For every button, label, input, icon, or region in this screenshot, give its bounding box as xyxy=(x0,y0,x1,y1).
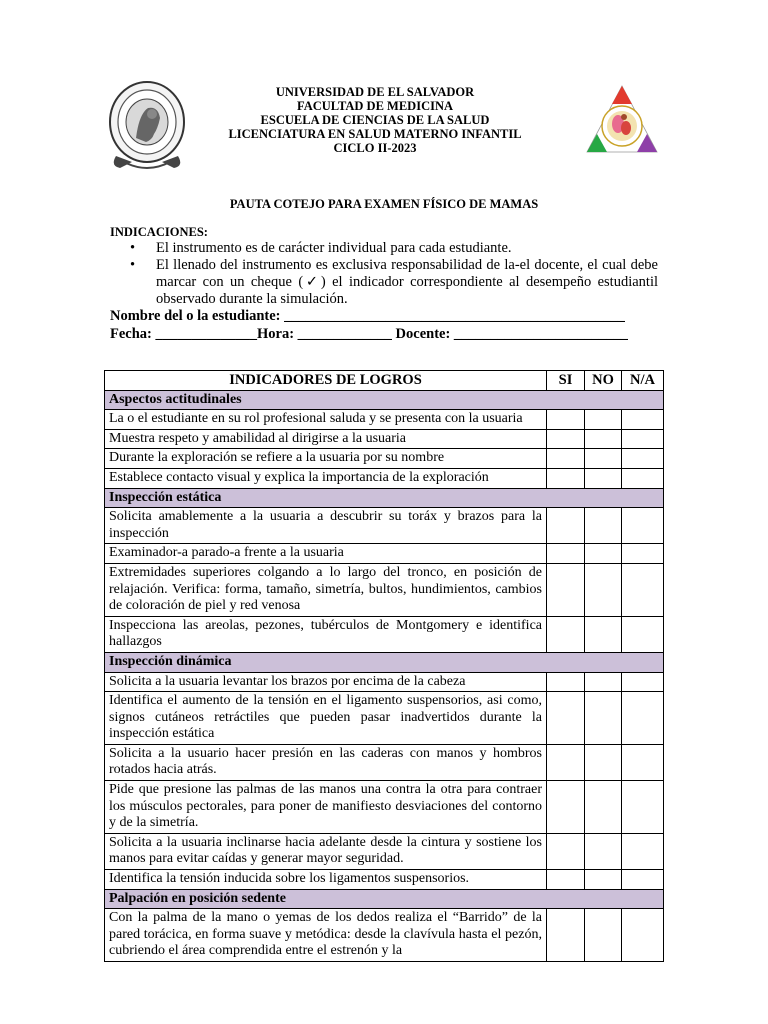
check-cell-na[interactable] xyxy=(622,449,664,469)
indicator-text: Solicita a la usuaria levantar los brazos por encima de la cabeza xyxy=(105,672,547,692)
check-cell-no[interactable] xyxy=(585,449,622,469)
indicator-text: Solicita a la usuaria inclinarse hacia adelante desde la cintura y sostiene los manos para evitar caídas y generar mayor seguridad. xyxy=(105,833,547,869)
header-indicators: INDICADORES DE LOGROS xyxy=(105,371,547,391)
checklist-table xyxy=(104,370,664,962)
table-row xyxy=(105,544,664,564)
table-row xyxy=(105,429,664,449)
section-title: Inspección estática xyxy=(105,488,664,508)
check-cell-na[interactable] xyxy=(622,833,664,869)
check-cell-na[interactable] xyxy=(622,468,664,488)
header-na: N/A xyxy=(622,371,664,391)
header-si: SI xyxy=(547,371,585,391)
check-cell-si[interactable] xyxy=(547,833,585,869)
table-row xyxy=(105,616,664,652)
instructions-label: INDICACIONES: xyxy=(110,225,208,239)
check-cell-no[interactable] xyxy=(585,429,622,449)
indicator-text: Muestra respeto y amabilidad al dirigirse a la usuaria xyxy=(105,429,547,449)
table-row xyxy=(105,563,664,616)
check-cell-no[interactable] xyxy=(585,410,622,430)
indicator-text: Con la palma de la mano o yemas de los dedos realiza el “Barrido” de la pared torácica, en forma suave y metódica: desde la clavívula hasta el pezón, cubriendo el área comprendida entre el estrenón y la xyxy=(105,909,547,962)
check-cell-na[interactable] xyxy=(622,781,664,834)
section-title: Aspectos actitudinales xyxy=(105,390,664,410)
check-cell-si[interactable] xyxy=(547,744,585,780)
section-row xyxy=(105,390,664,410)
check-cell-si[interactable] xyxy=(547,544,585,564)
check-cell-no[interactable] xyxy=(585,563,622,616)
table-row xyxy=(105,692,664,745)
table-row xyxy=(105,468,664,488)
header-no: NO xyxy=(585,371,622,391)
indicator-text: Establece contacto visual y explica la importancia de la exploración xyxy=(105,468,547,488)
check-cell-na[interactable] xyxy=(622,410,664,430)
student-name-field[interactable]: Nombre del o la estudiante: _______________________________________________ xyxy=(110,308,625,324)
table-row xyxy=(105,781,664,834)
table-row xyxy=(105,410,664,430)
table-row xyxy=(105,672,664,692)
check-cell-na[interactable] xyxy=(622,744,664,780)
check-cell-na[interactable] xyxy=(622,429,664,449)
instruction-item: • El instrumento es de carácter individual para cada estudiante. xyxy=(130,240,512,256)
faculty-name: FACULTAD DE MEDICINA xyxy=(296,99,454,113)
indicator-text: La o el estudiante en su rol profesional saluda y se presenta con la usuaria xyxy=(105,410,547,430)
instructions-list xyxy=(110,240,658,308)
indicator-text: Examinador-a parado-a frente a la usuaria xyxy=(105,544,547,564)
check-cell-na[interactable] xyxy=(622,692,664,745)
indicator-text: Durante la exploración se refiere a la usuaria por su nombre xyxy=(105,449,547,469)
check-cell-si[interactable] xyxy=(547,563,585,616)
check-cell-na[interactable] xyxy=(622,616,664,652)
check-cell-si[interactable] xyxy=(547,781,585,834)
indicator-text: Solicita a la usuario hacer presión en las caderas con manos y hombros rotados hacia atrás. xyxy=(105,744,547,780)
check-cell-si[interactable] xyxy=(547,449,585,469)
table-row xyxy=(105,449,664,469)
indicator-text: Identifica la tensión inducida sobre los ligamentos suspensorios. xyxy=(105,870,547,890)
table-row xyxy=(105,508,664,544)
check-cell-no[interactable] xyxy=(585,870,622,890)
check-cell-si[interactable] xyxy=(547,429,585,449)
check-cell-na[interactable] xyxy=(622,672,664,692)
cycle-label: CICLO II-2023 xyxy=(333,141,417,155)
check-cell-si[interactable] xyxy=(547,692,585,745)
check-cell-na[interactable] xyxy=(622,508,664,544)
form-title: PAUTA COTEJO PARA EXAMEN FÍSICO DE MAMAS xyxy=(229,197,539,211)
date-time-teacher-field[interactable]: Fecha: ______________Hora: _____________ Docente: ________________________ xyxy=(110,326,628,342)
check-cell-no[interactable] xyxy=(585,833,622,869)
check-cell-na[interactable] xyxy=(622,870,664,890)
university-name: UNIVERSIDAD DE EL SALVADOR xyxy=(275,85,475,99)
section-row xyxy=(105,652,664,672)
section-title: Palpación en posición sedente xyxy=(105,889,664,909)
check-cell-si[interactable] xyxy=(547,410,585,430)
indicator-text: Inspecciona las areolas, pezones, tubérculos de Montgomery e identifica hallazgos xyxy=(105,616,547,652)
check-cell-si[interactable] xyxy=(547,508,585,544)
check-cell-si[interactable] xyxy=(547,468,585,488)
table-row xyxy=(105,909,664,962)
check-cell-si[interactable] xyxy=(547,870,585,890)
check-cell-no[interactable] xyxy=(585,616,622,652)
indicator-text: Pide que presione las palmas de las manos una contra la otra para contraer los músculos pectorales, para poner de manifiesto desviaciones del contorno y de la simetría. xyxy=(105,781,547,834)
indicator-text: Identifica el aumento de la tensión en el ligamento suspensorios, asi como, signos cutáneos retráctiles que pueden pasar inadvertidos durante la inspección estática xyxy=(105,692,547,745)
check-cell-si[interactable] xyxy=(547,909,585,962)
check-cell-na[interactable] xyxy=(622,909,664,962)
school-name: ESCUELA DE CIENCIAS DE LA SALUD xyxy=(260,113,490,127)
table-row xyxy=(105,870,664,890)
check-cell-no[interactable] xyxy=(585,544,622,564)
indicator-text: Solicita amablemente a la usuaria a descubrir su toráx y brazos para la inspección xyxy=(105,508,547,544)
check-cell-si[interactable] xyxy=(547,672,585,692)
section-row xyxy=(105,889,664,909)
check-cell-no[interactable] xyxy=(585,744,622,780)
check-cell-na[interactable] xyxy=(622,563,664,616)
triangle-emblem-icon xyxy=(585,84,659,156)
check-cell-no[interactable] xyxy=(585,468,622,488)
university-seal-icon xyxy=(106,78,188,172)
check-cell-si[interactable] xyxy=(547,616,585,652)
instruction-item: • El llenado del instrumento es exclusiva responsabilidad de la-el docente, el cual debe marcar con un cheque (✓) el indicador correspondiente al desempeño estudiantil observado durante la simulación. xyxy=(130,257,658,307)
check-cell-na[interactable] xyxy=(622,544,664,564)
check-cell-no[interactable] xyxy=(585,692,622,745)
indicator-text: Extremidades superiores colgando a lo largo del tronco, en posición de relajación. Verifica: forma, tamaño, simetría, bultos, hundimientos, cambios de coloración de piel y red venosa xyxy=(105,563,547,616)
section-row xyxy=(105,488,664,508)
check-cell-no[interactable] xyxy=(585,909,622,962)
institution-header xyxy=(200,85,550,155)
table-header-row xyxy=(105,371,664,391)
section-title: Inspección dinámica xyxy=(105,652,664,672)
table-row xyxy=(105,744,664,780)
check-cell-no[interactable] xyxy=(585,781,622,834)
program-name: LICENCIATURA EN SALUD MATERNO INFANTIL xyxy=(228,127,522,141)
table-row xyxy=(105,833,664,869)
check-cell-no[interactable] xyxy=(585,508,622,544)
check-cell-no[interactable] xyxy=(585,672,622,692)
